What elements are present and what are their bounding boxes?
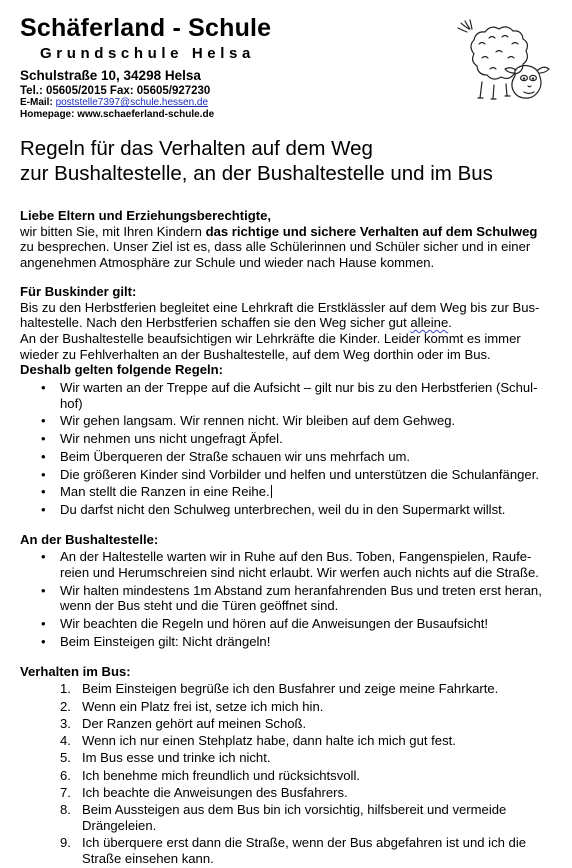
list-item: 1. Beim Einsteigen begrüße ich den Busfahrer und zeige meine Fahrkarte. <box>60 681 499 697</box>
document-body <box>20 208 550 868</box>
intro-text-start: wir bitten Sie, mit Ihren Kindern <box>20 223 206 239</box>
buskinder-paragraph-2: An der Bushaltestelle beaufsichtigen wir Lehrkräfte die Kinder. Leider kommt es immer wieder zu Fehlverhalten an der Bushaltestelle, auf dem Weg dorthin oder im Bus. <box>20 330 521 362</box>
school-subtitle: Grundschule Helsa <box>40 45 255 62</box>
list-item: • Wir warten an der Treppe auf die Aufsicht – gilt nur bis zu den Herbstferien (Schul-hof) <box>20 380 550 411</box>
list-item: • Du darfst nicht den Schulweg unterbrechen, weil du in den Supermarkt willst. <box>20 502 550 518</box>
haltestelle-heading: An der Bushaltestelle: <box>20 531 159 547</box>
buskinder-rules-list <box>20 380 550 518</box>
buskinder-heading: Für Buskinder gilt: <box>20 283 137 299</box>
intro-greeting: Liebe Eltern und Erziehungsberechtigte, <box>20 208 271 223</box>
list-item: • Man stellt die Ranzen in eine Reihe. <box>20 484 550 500</box>
imbus-heading: Verhalten im Bus: <box>20 663 131 679</box>
school-phone: Tel.: 05605/2015 Fax: 05605/927230 <box>20 85 211 97</box>
school-homepage: Homepage: www.schaeferland-schule.de <box>20 109 215 120</box>
list-item: • Die größeren Kinder sind Vorbilder und helfen und unterstützen die Schulanfänger. <box>20 467 550 483</box>
title-line-1: Regeln für das Verhalten auf dem Weg <box>20 137 373 160</box>
buskinder-p1-end: . <box>448 315 452 331</box>
list-item: • Beim Einsteigen gilt: Nicht drängeln! <box>20 634 550 650</box>
list-item: • Wir beachten die Regeln und hören auf die Anweisungen der Busaufsicht! <box>20 616 550 632</box>
list-item: 3. Der Ranzen gehört auf meinen Schoß. <box>60 715 307 731</box>
list-item: 2. Wenn ein Platz frei ist, setze ich mich hin. <box>60 698 324 714</box>
school-name: Schäferland - Schule <box>20 14 272 42</box>
email-label: E-Mail: <box>20 97 56 108</box>
haltestelle-rules-list <box>20 549 550 649</box>
buskinder-p1-main: Bis zu den Herbstferien begleitet eine Lehrkraft die Erstklässler auf dem Weg bis zur Bus-haltestelle. Nach den Herbstferien schaffen sie den Weg sicher gut <box>20 299 540 331</box>
list-item: • An der Haltestelle warten wir in Ruhe auf den Bus. Toben, Fangenspielen, Raufe-reien und Herumschreien sind nicht erlaubt. Wir werfen auch nichts auf die Straße. <box>20 549 550 580</box>
page-title <box>20 136 560 186</box>
list-item: 4. Wenn ich nur einen Stehplatz habe, dann halte ich mich gut fest. <box>60 733 456 749</box>
school-address: Schulstraße 10, 34298 Helsa <box>20 68 201 83</box>
intro-paragraph <box>20 224 550 271</box>
rules-heading: Deshalb gelten folgende Regeln: <box>20 362 223 378</box>
list-item: • Beim Überqueren der Straße schauen wir uns mehrfach um. <box>20 449 550 465</box>
list-item: 9. Ich überquere erst dann die Straße, wenn der Bus abgefahren ist und ich die Straße einsehen kann. <box>60 835 527 867</box>
school-email <box>20 97 208 108</box>
text-cursor <box>271 485 272 498</box>
buskinder-paragraph-1 <box>20 300 550 331</box>
list-item: • Wir nehmen uns nicht ungefragt Äpfel. <box>20 431 550 447</box>
spelling-marked-word: alleine <box>410 315 449 331</box>
imbus-rules-list <box>20 681 550 866</box>
list-item: • Wir gehen langsam. Wir rennen nicht. Wir bleiben auf dem Gehweg. <box>20 413 550 429</box>
list-item: 6. Ich benehme mich freundlich und rücksichtsvoll. <box>60 767 361 783</box>
list-item: • Wir halten mindestens 1m Abstand zum heranfahrenden Bus und treten erst heran, wenn der Bus steht und die Türen geöffnet sind. <box>20 583 550 614</box>
intro-text-end: zu besprechen. Unser Ziel ist es, dass alle Schülerinnen und Schüler sicher und in einer angenehmen Atmosphäre zur Schule und wieder nach Hause kommen. <box>20 239 531 271</box>
list-item: 7. Ich beachte die Anweisungen des Busfahrers. <box>60 785 348 801</box>
list-item: 5. Im Bus esse und trinke ich nicht. <box>60 750 271 766</box>
email-link[interactable]: poststelle7397@schule.hessen.de <box>55 97 209 108</box>
sheep-icon <box>452 14 552 114</box>
list-item: 8. Beim Aussteigen aus dem Bus bin ich vorsichtig, hilfsbereit und vermeide Drängeleien. <box>60 802 507 834</box>
title-line-2: zur Bushaltestelle, an der Bushaltestelle und im Bus <box>20 162 493 185</box>
intro-text-bold: das richtige und sichere Verhalten auf dem Schulweg <box>205 223 538 239</box>
